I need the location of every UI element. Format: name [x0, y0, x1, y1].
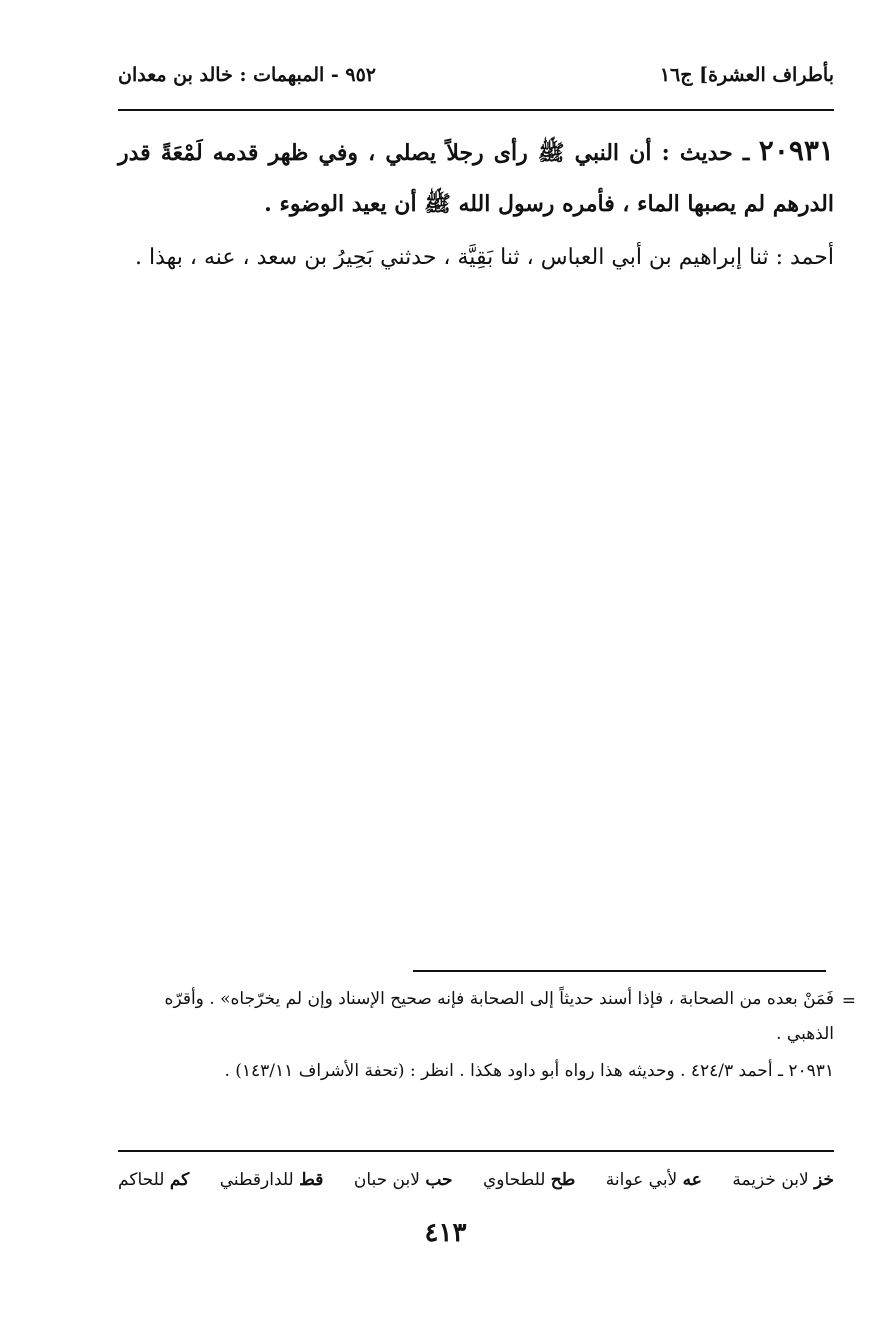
header-divider	[118, 109, 834, 111]
hadith-entry	[118, 126, 834, 284]
footnotes	[118, 982, 856, 1089]
header-book-title: بأطراف العشرة] ج١٦	[659, 64, 834, 86]
symbol-item	[118, 1170, 189, 1190]
hadith-paragraph	[118, 126, 834, 230]
symbols-key	[118, 1162, 834, 1198]
symbol-item	[220, 1170, 324, 1190]
symbol-code: كم	[169, 1170, 190, 1190]
symbol-name: للدارقطني	[219, 1170, 294, 1190]
symbol-item	[732, 1170, 834, 1190]
symbol-code: حب	[425, 1170, 453, 1190]
hadith-number: ٢٠٩٣١	[758, 134, 834, 167]
symbol-name: للحاكم	[118, 1170, 165, 1190]
symbol-code: خز	[814, 1170, 834, 1190]
symbol-item	[606, 1170, 702, 1190]
symbol-code: عه	[682, 1170, 702, 1190]
footnote-divider	[413, 970, 826, 972]
symbol-name: للطحاوي	[482, 1170, 546, 1190]
symbol-code: طح	[550, 1170, 576, 1190]
header-section: ٩٥٢ - المبهمات : خالد بن معدان	[118, 64, 377, 86]
footnote-continuation: فَمَنْ بعده من الصحابة ، فإذا أسند حديثاً إلى الصحابة فإنه صحيح الإسناد وإن لم يخرّجاه» . وأقرّه الذهبي .	[164, 989, 834, 1044]
hadith-chain: أحمد : ثنا إبراهيم بن أبي العباس ، ثنا بَقِيَّة ، حدثني بَحِيرُ بن سعد ، عنه ، بهذا .	[134, 245, 834, 270]
symbols-divider	[118, 1150, 834, 1152]
symbol-name: لأبي عوانة	[605, 1170, 678, 1190]
page-number: ٤١٣	[424, 1218, 467, 1248]
running-header	[118, 58, 834, 92]
symbol-code: قط	[299, 1170, 324, 1190]
hadith-text: ـ حديث : أن النبي ﷺ رأى رجلاً يصلي ، وفي ظهر قدمه لَمْعَةً قدر الدرهم لم يصبها الماء ، فأمره رسول الله ﷺ أن يعيد الوضوء .	[118, 140, 834, 217]
symbol-name: لابن حبان	[353, 1170, 420, 1190]
footnote-continuation-mark: =	[841, 991, 856, 1011]
symbol-name: لابن خزيمة	[732, 1170, 809, 1190]
symbol-item	[354, 1170, 453, 1190]
symbol-item	[483, 1170, 575, 1190]
footnote-note: ٢٠٩٣١ ـ أحمد ٤٢٤/٣ . وحديثه هذا رواه أبو داود هكذا . انظر : (تحفة الأشراف ١٤٣/١١) .	[224, 1061, 834, 1081]
